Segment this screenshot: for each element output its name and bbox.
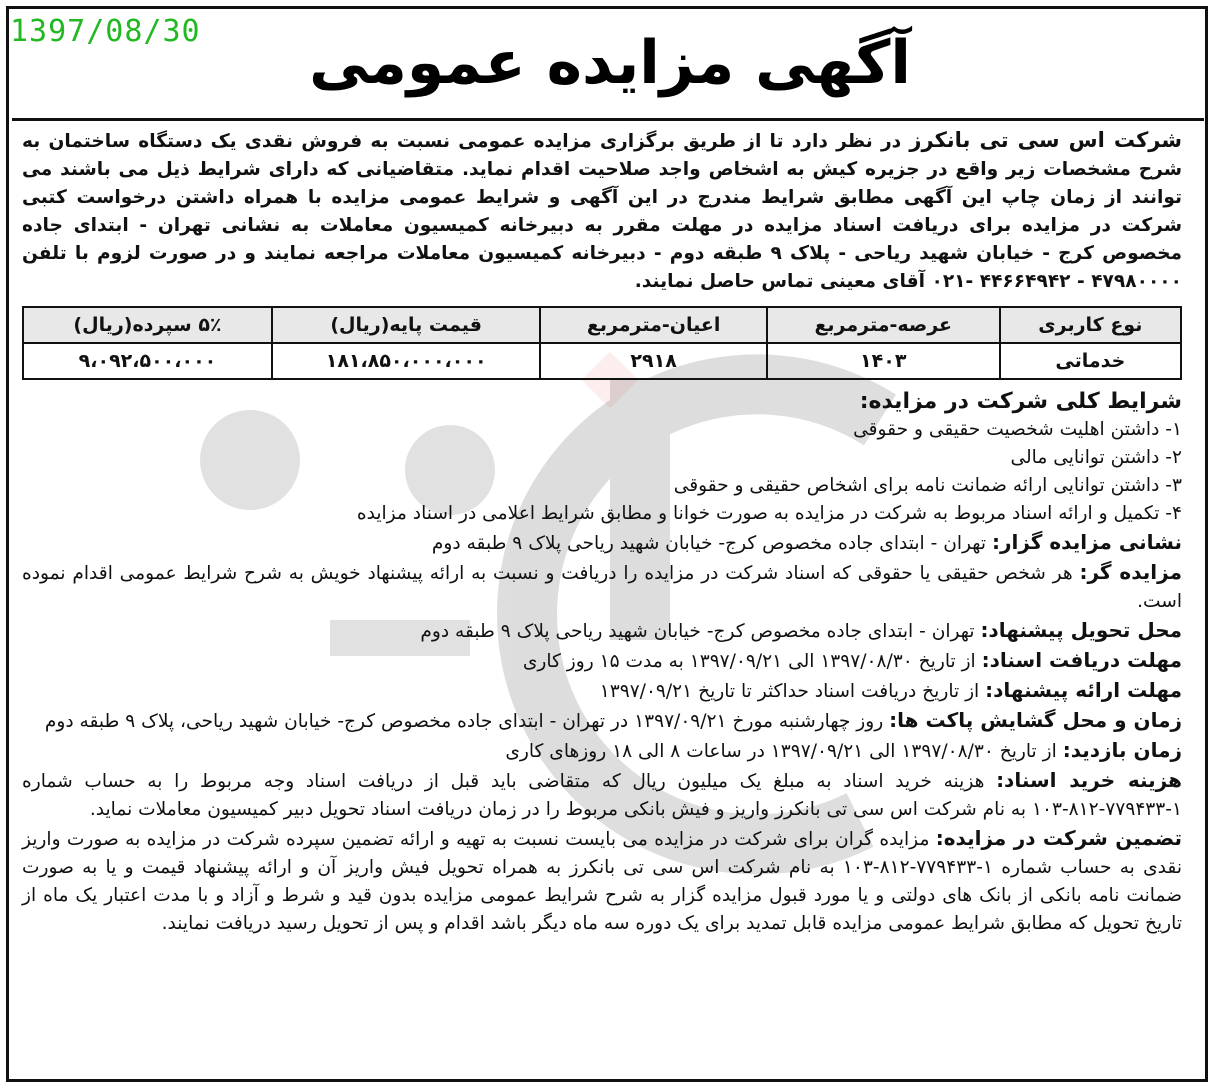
- intro-text: در نظر دارد تا از طریق برگزاری مزایده عمومی نسبت به فروش نقدی یک دستگاه ساختمان به شرح مشخصات زیر واقع در جزیره کیش به اشخاص واجد صلاحیت اقدام نماید. متقاضیانی که دارای شرایط ذیل می باشند می توانند از زمان چاپ این آگهی مطابق شرایط مندرج در این آگهی و شرایط عمومی مزایده با همراه داشتن درخواست کتبی شرکت در مزایده برای دریافت اسناد مزایده در مهلت مقرر به دبیرخانه کمیسیون معاملات به نشانی تهران - ابتدای جاده مخصوص کرج - خیابان شهید ریاحی - پلاک ۹ طبقه دوم - دبیرخانه کمیسیون معاملات مراجعه نمایند و در صورت لزوم با تلفن ۴۷۹۸۰۰۰۰ - ۴۴۶۶۴۹۴۲ -۰۲۱ آقای معینی تماس حاصل نمایند.: [22, 131, 1182, 292]
- field-text: از تاریخ دریافت اسناد حداکثر تا تاریخ ۱۳۹۷/۰۹/۲۱: [599, 681, 986, 702]
- date-stamp: 1397/08/30: [10, 14, 201, 49]
- table-cell: ۱۸۱،۸۵۰،۰۰۰،۰۰۰: [272, 343, 540, 379]
- field-delivery-place: [22, 616, 1182, 646]
- field-label: محل تحویل پیشنهاد:: [980, 618, 1182, 642]
- list-item: ۲- داشتن توانایی مالی: [1010, 447, 1182, 468]
- table-cell: خدماتی: [1000, 343, 1181, 379]
- field-opening-time: [22, 706, 1182, 736]
- field-label: مزایده گر:: [1079, 560, 1182, 584]
- field-text: هزینه خرید اسناد به مبلغ یک میلیون ریال که متقاضی باید قبل از دریافت اسناد وجه مربوط را به حساب شماره ۱-۷۷۹۴۳۳-۸۱۲-۱۰۳ به نام شرکت اس سی تی بانکرز واریز و فیش بانکی مربوط را در زمان دریافت اسناد تحویل دبیر کمیسیون معاملات نماید.: [22, 771, 1182, 820]
- field-text: تهران - ابتدای جاده مخصوص کرج- خیابان شهید ریاحی پلاک ۹ طبقه دوم: [420, 621, 981, 642]
- field-label: تضمین شرکت در مزایده:: [935, 826, 1182, 850]
- table-header-cell: ۵٪ سپرده(ریال): [23, 307, 272, 343]
- field-guarantee: [22, 824, 1182, 938]
- title-divider: [12, 118, 1204, 121]
- advert-body: [22, 126, 1182, 938]
- table-header-cell: عرصه-مترمربع: [767, 307, 1000, 343]
- table-header-row: [23, 307, 1181, 343]
- page-title: آگهی مزایده عمومی: [309, 28, 911, 98]
- details-section: [22, 528, 1182, 938]
- field-auctioneer-address: [22, 528, 1182, 558]
- list-item: ۳- داشتن توانایی ارائه ضمانت نامه برای اشخاص حقیقی و حقوقی: [673, 475, 1182, 496]
- field-label: مهلت دریافت اسناد:: [981, 648, 1182, 672]
- field-bidder: [22, 558, 1182, 616]
- field-text: از تاریخ ۱۳۹۷/۰۸/۳۰ الی ۱۳۹۷/۰۹/۲۱ در ساعات ۸ الی ۱۸ روزهای کاری: [505, 741, 1063, 762]
- conditions-list: [22, 416, 1182, 528]
- table-cell: ۲۹۱۸: [540, 343, 767, 379]
- field-proposal-deadline: [22, 676, 1182, 706]
- table-header-cell: قیمت پایه(ریال): [272, 307, 540, 343]
- table-header-cell: نوع کاربری: [1000, 307, 1181, 343]
- field-label: هزینه خرید اسناد:: [996, 768, 1182, 792]
- table-cell: ۱۴۰۳: [767, 343, 1000, 379]
- table-header-cell: اعیان-مترمربع: [540, 307, 767, 343]
- intro-paragraph: [22, 126, 1182, 296]
- field-documents-deadline: [22, 646, 1182, 676]
- property-specs-table: [22, 306, 1182, 380]
- table-row: [23, 343, 1181, 379]
- list-item: ۴- تکمیل و ارائه اسناد مربوط به شرکت در مزایده به صورت خوانا و مطابق شرایط اعلامی در اسناد مزایده: [356, 503, 1182, 524]
- field-label: نشانی مزایده گزار:: [991, 530, 1182, 554]
- field-text: هر شخص حقیقی یا حقوقی که اسناد شرکت در مزایده را دریافت و نسبت به ارائه پیشنهاد خویش به شرح شرایط عمومی اقدام نموده است.: [22, 563, 1182, 612]
- company-name: شرکت اس سی تی بانکرز: [909, 128, 1182, 152]
- field-text: مزایده گران برای شرکت در مزایده می بایست نسبت به تهیه و ارائه تضمین سپرده شرکت در مزایده به صورت واریز نقدی به حساب شماره ۱-۷۷۹۴۳۳-۸۱۲-۱۰۳ به نام شرکت اس سی تی بانکرز به همراه تحویل فیش واریز آن و ارائه پیشنهاد قیمت و یا به صورت ضمانت نامه بانکی از بانک های دولتی و یا مورد قبول مزایده گزار به شرح شرایط عمومی مزایده بدون قید و شرط و آزاد و با مدت اعتبار یک ماه از تاریخ تحویل که مطابق شرایط عمومی مزایده قابل تمدید برای یک دوره سه ماه دیگر باشد اقدام و پس از تحویل رسید دریافت نمایند.: [22, 829, 1183, 934]
- list-item: ۱- داشتن اهلیت شخصیت حقیقی و حقوقی: [853, 419, 1182, 440]
- field-text: تهران - ابتدای جاده مخصوص کرج- خیابان شهید ریاحی پلاک ۹ طبقه دوم: [431, 533, 992, 554]
- field-label: مهلت ارائه پیشنهاد:: [985, 678, 1182, 702]
- field-visit-time: [22, 736, 1182, 766]
- field-text: از تاریخ ۱۳۹۷/۰۸/۳۰ الی ۱۳۹۷/۰۹/۲۱ به مدت ۱۵ روز کاری: [522, 651, 982, 672]
- table-cell: ۹،۰۹۲،۵۰۰،۰۰۰: [23, 343, 272, 379]
- conditions-title: شرایط کلی شرکت در مزایده:: [859, 389, 1182, 414]
- field-label: زمان بازدید:: [1062, 738, 1182, 762]
- field-document-cost: [22, 766, 1182, 824]
- field-label: زمان و محل گشایش پاکت ها:: [889, 708, 1182, 732]
- field-text: روز چهارشنبه مورخ ۱۳۹۷/۰۹/۲۱ در تهران - ابتدای جاده مخصوص کرج- خیابان شهید ریاحی، پلاک ۹ طبقه دوم: [44, 711, 890, 732]
